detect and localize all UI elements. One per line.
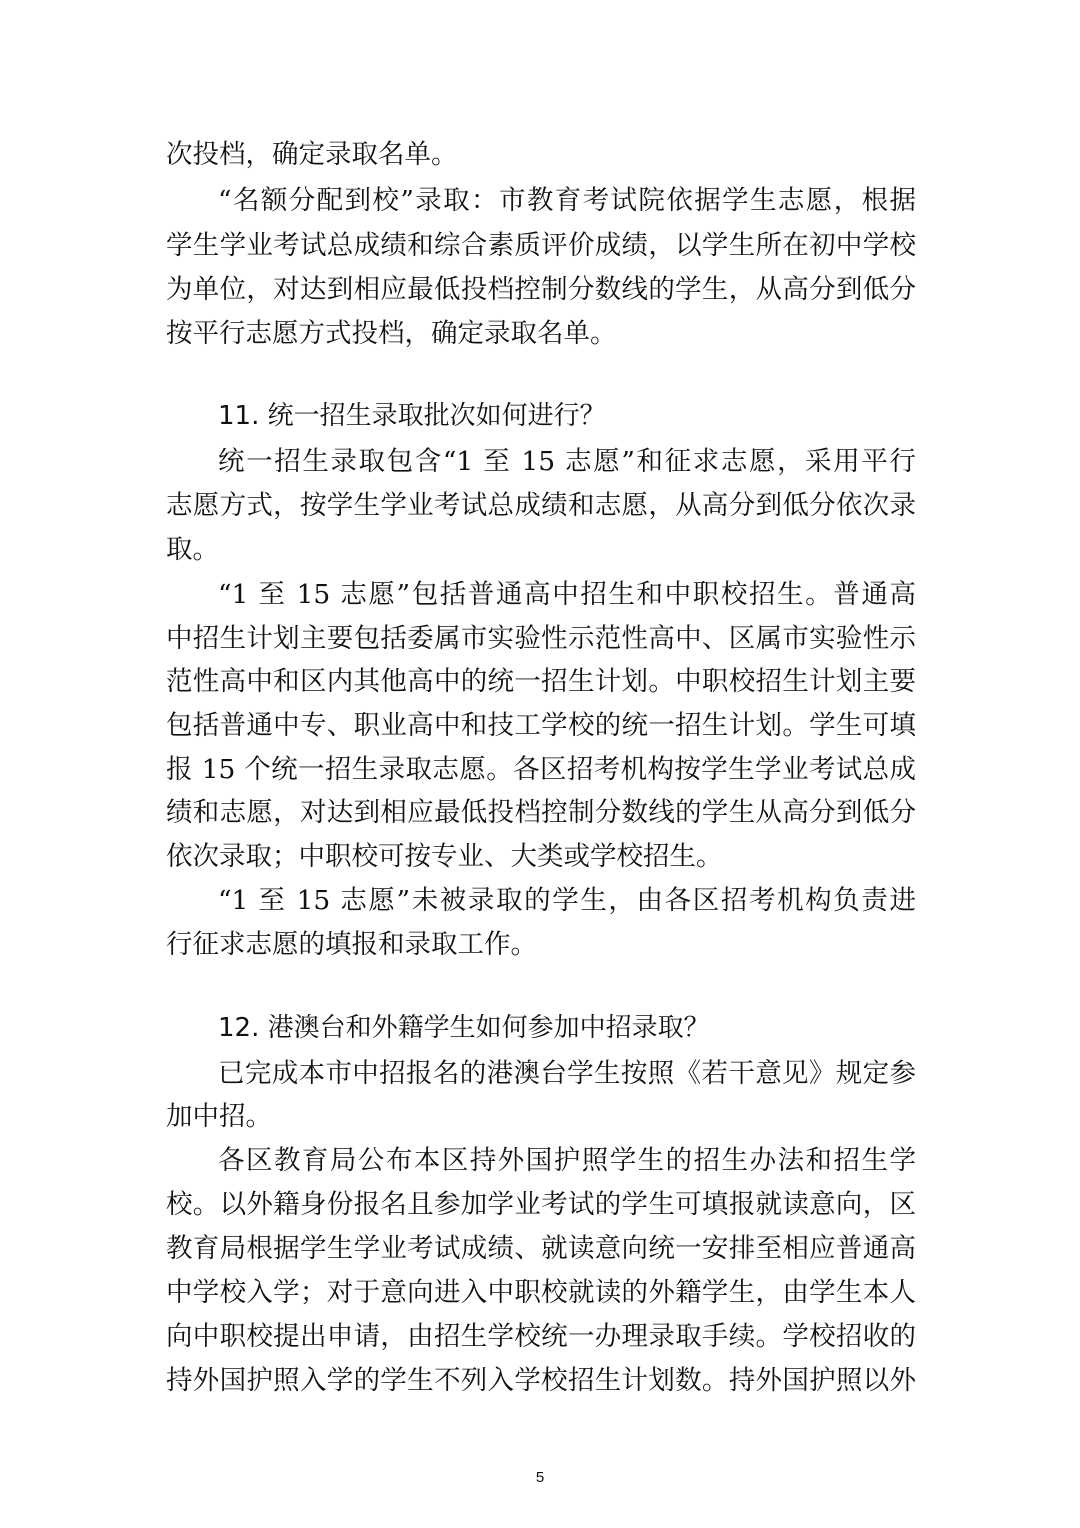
section-12-line-4: 校。以外籍身份报名且参加学业考试的学生可填报就读意向，区 bbox=[166, 1189, 916, 1220]
intro-line-5: 按平行志愿方式投档，确定录取名单。 bbox=[166, 318, 617, 349]
section-12-line-6: 中学校入学；对于意向进入中职校就读的外籍学生，由学生本人 bbox=[166, 1277, 916, 1308]
section-12-line-3: 各区教育局公布本区持外国护照学生的招生办法和招生学 bbox=[218, 1145, 916, 1176]
section-12-line-1: 已完成本市中招报名的港澳台学生按照《若干意见》规定参 bbox=[218, 1058, 916, 1089]
section-11-line-12: 行征求志愿的填报和录取工作。 bbox=[166, 929, 537, 960]
section-11-line-6: 范性高中和区内其他高中的统一招生计划。中职校招生计划主要 bbox=[166, 666, 916, 697]
section-12-line-5: 教育局根据学生学业考试成绩、就读意向统一安排至相应普通高 bbox=[166, 1233, 916, 1264]
section-12-heading: 12. 港澳台和外籍学生如何参加中招录取？ bbox=[218, 1013, 710, 1043]
intro-line-2: “名额分配到校”录取：市教育考试院依据学生志愿，根据 bbox=[218, 185, 916, 216]
section-11-line-2: 志愿方式，按学生学业考试总成绩和志愿，从高分到低分依次录 bbox=[166, 490, 916, 521]
section-11-line-11: “1 至 15 志愿”未被录取的学生，由各区招考机构负责进 bbox=[218, 885, 916, 916]
intro-line-4: 为单位，对达到相应最低投档控制分数线的学生，从高分到低分 bbox=[166, 274, 916, 305]
section-11-line-7: 包括普通中专、职业高中和技工学校的统一招生计划。学生可填 bbox=[166, 710, 916, 741]
section-11-line-10: 依次录取；中职校可按专业、大类或学校招生。 bbox=[166, 841, 723, 872]
intro-line-1: 次投档，确定录取名单。 bbox=[166, 139, 458, 170]
section-12-line-8: 持外国护照入学的学生不列入学校招生计划数。持外国护照以外 bbox=[166, 1365, 916, 1396]
page-number: 5 bbox=[535, 1469, 545, 1486]
section-11-line-1: 统一招生录取包含“1 至 15 志愿”和征求志愿，采用平行 bbox=[218, 446, 916, 477]
section-11-line-4: “1 至 15 志愿”包括普通高中招生和中职校招生。普通高 bbox=[218, 579, 916, 610]
section-11-line-5: 中招生计划主要包括委属市实验性示范性高中、区属市实验性示 bbox=[166, 623, 916, 654]
section-11-line-3: 取。 bbox=[166, 534, 219, 565]
section-11-line-8: 报 15 个统一招生录取志愿。各区招考机构按学生学业考试总成 bbox=[166, 754, 916, 785]
section-11-line-9: 绩和志愿，对达到相应最低投档控制分数线的学生从高分到低分 bbox=[166, 797, 916, 828]
section-12-line-2: 加中招。 bbox=[166, 1101, 272, 1132]
intro-line-3: 学生学业考试总成绩和综合素质评价成绩，以学生所在初中学校 bbox=[166, 230, 916, 261]
section-11-heading: 11. 统一招生录取批次如何进行？ bbox=[218, 401, 606, 431]
section-12-line-7: 向中职校提出申请，由招生学校统一办理录取手续。学校招收的 bbox=[166, 1321, 916, 1352]
